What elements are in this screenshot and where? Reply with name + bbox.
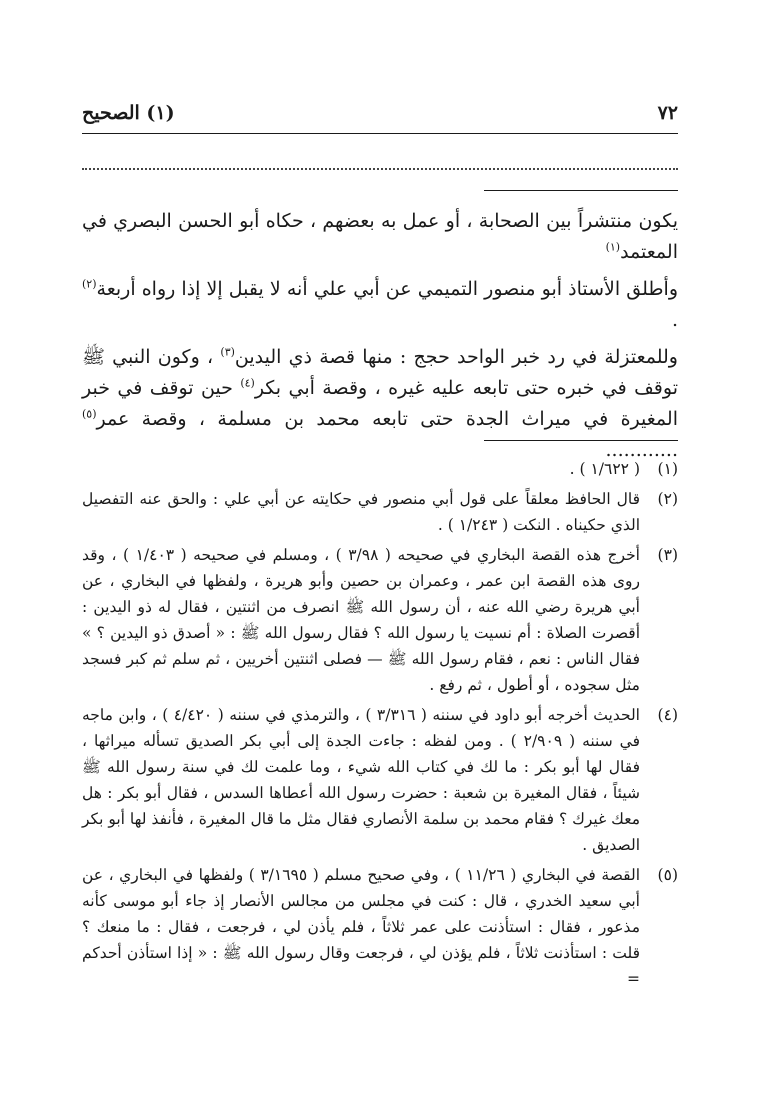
paragraph-1: يكون منتشراً بين الصحابة ، أو عمل به بعضهم ، حكاه أبو الحسن البصري في المعتمد$^{(١)}$ (82, 210, 678, 263)
footnote-text: أخرج هذه القصة البخاري في صحيحه ( ٣/٩٨ ) ، ومسلم في صحيحه ( ١/٤٠٣ ) ، وقد روى هذه القصة ابن عمر ، وعمران بن حصين وأبو هريرة ، ولفظها في البخاري ، عن أبي هريرة رضي الله عنه ، أن رسول الله ﷺ انصرف من اثنتين ، فقال له ذو اليدين : أقصرت الصلاة : أم نسيت يا رسول الله ؟ فقال رسول الله ﷺ : « أصدق ذو اليدين ؟ » فقال الناس : نعم ، فقام رسول الله ﷺ — فصلى اثنتين أخريين ، ثم سلم ثم كبر فسجد مثل سجوده ، أو أطول ، ثم رفع . (82, 546, 640, 694)
footnote-number: (٣) (657, 546, 678, 564)
footnote (82, 702, 678, 858)
header-rule (82, 133, 678, 134)
dotted-separator (82, 154, 678, 170)
footnote-ref-2[interactable]: (٢) (82, 277, 97, 291)
footnote-text: الحديث أخرجه أبو داود في سننه ( ٣/٣١٦ ) ، والترمذي في سننه ( ٤/٤٢٠ ) ، وابن ماجه في سننه ( ٢/٩٠٩ ) . ومن لفظه : جاءت الجدة إلى أبي بكر الصديق تسأله ميراثها ، فقال لها أبو بكر : ما لك في كتاب الله شيء ، وما علمت لك في سنة رسول الله ﷺ شيئاً ، فقال المغيرة بن شعبة : حضرت رسول الله أعطاها السدس ، فقال أبو بكر : هل معك غيرك ؟ فقام محمد بن سلمة الأنصاري فقال مثل ما قال المغيرة ، فأنفذ لها أبو بكر الصديق . (82, 706, 640, 854)
footnote-ref-4[interactable]: (٤) (240, 376, 255, 390)
section-rule (484, 190, 678, 191)
footnote-ref-5[interactable]: (٥) (82, 407, 97, 421)
footnote-rule (484, 440, 678, 441)
footnote-text: القصة في البخاري ( ١١/٢٦ ) ، وفي صحيح مسلم ( ٣/١٦٩٥ ) ولفظها في البخاري ، عن أبي سعيد الخدري ، قال : كنت في مجلس من مجالس الأنصار إذ جاء أبو موسى كأنه مذعور ، فقال : استأذنت على عمر ثلاثاً ، فلم يأذن لي ، فرجعت ، فقال : ما منعك ؟ قلت : استأذنت ثلاثاً ، فلم يؤذن لي ، فرجعت وقال رسول الله ﷺ : « إذا استأذن أحدكم = (82, 866, 641, 988)
footnote-number: (٢) (657, 490, 678, 508)
page-header (82, 100, 678, 132)
footnote-text: قال الحافظ معلقاً على قول أبي منصور في حكايته عن أبي علي : والحق عنه التفصيل الذي حكيناه . النكت ( ١/٢٤٣ ) . (82, 490, 640, 534)
footnote-ref-3[interactable]: (٣) (220, 345, 235, 359)
footnote-text: ( ١/٦٢٢ ) . (569, 460, 640, 478)
page-number: ٧٢ (657, 102, 678, 124)
running-title: (١) الصحيح (82, 102, 175, 124)
footnotes (82, 456, 678, 996)
footnote-number: (٤) (657, 706, 678, 724)
footnote (82, 862, 678, 992)
footnote-number: (١) (657, 460, 678, 478)
footnote (82, 542, 678, 698)
footnote-ref-1[interactable]: (١) (605, 240, 621, 254)
main-text (82, 206, 678, 472)
paragraph-2: وأطلق الأستاذ أبو منصور التميمي عن أبي علي أنه لا يقبل إلا إذا رواه أربعة$^{(٢)}$ . (82, 277, 678, 331)
footnote-number: (٥) (657, 866, 678, 884)
footnote (82, 486, 678, 538)
footnote (82, 456, 678, 482)
paragraph-3: وللمعتزلة في رد خبر الواحد حجج : منها قصة ذي اليدين$^{(٣)}$ ، وكون النبي ﷺ توقف في خبره حتى تابعه عليه غيره ، وقصة أبي بكر$^{(٤)}$ حين توقف في خبر المغيرة في ميراث الجدة حتى تابعه محمد بن مسلمة ، وقصة عمر$^{(٥)}$ ............ (82, 345, 678, 461)
